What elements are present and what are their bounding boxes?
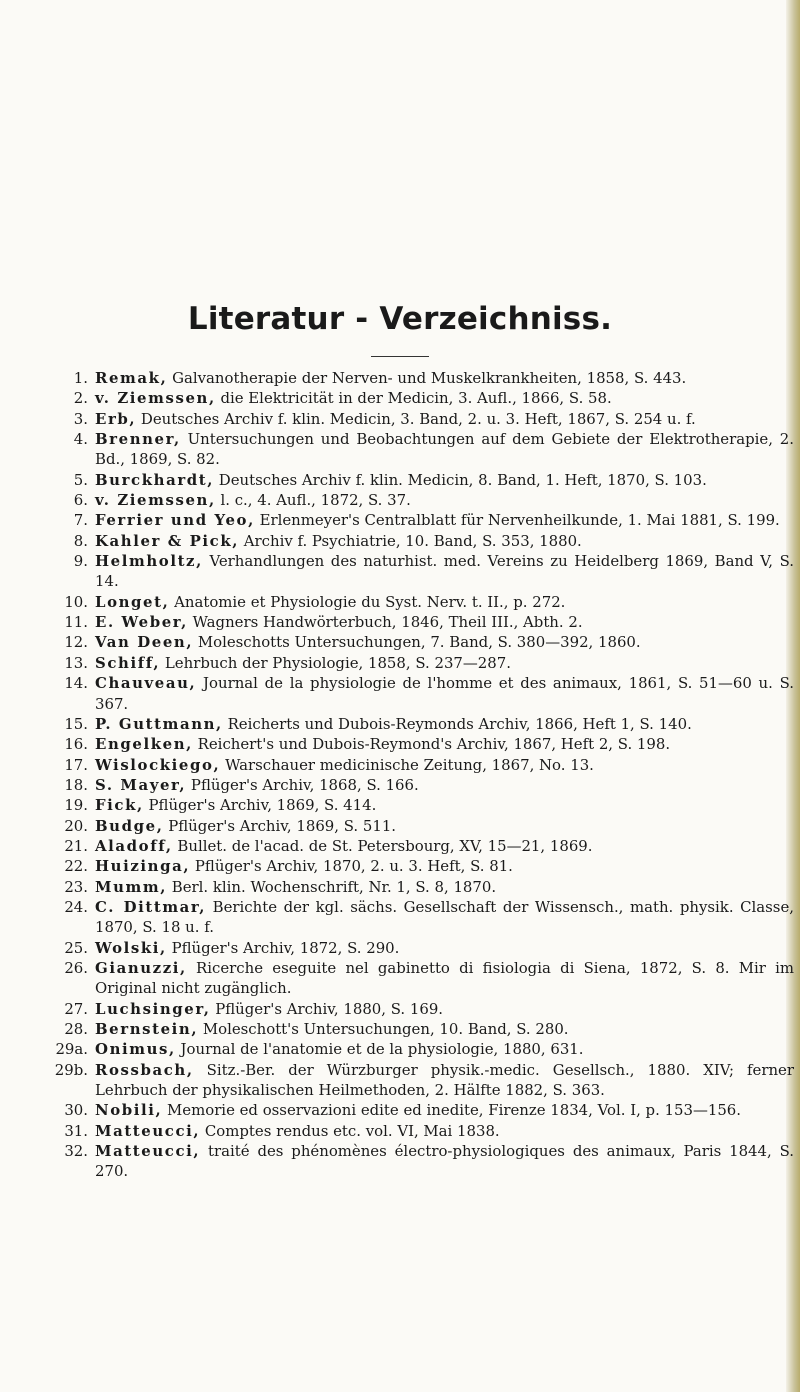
reference-text: traité des phénomènes électro-physiologiques des animaux, Paris 1844, S. 270. — [95, 1142, 794, 1181]
reference-text: Pflüger's Archiv, 1868, S. 166. — [186, 775, 419, 794]
reference-number: 32. — [64, 1142, 88, 1161]
reference-number: 1. — [73, 369, 88, 387]
reference-list — [48, 368, 794, 1182]
reference-author: Engelken, — [95, 735, 193, 754]
reference-author: Gianuzzi, — [95, 958, 187, 977]
reference-body — [95, 1019, 794, 1039]
reference-body — [95, 510, 794, 530]
reference-body — [95, 632, 794, 652]
reference-body — [95, 958, 794, 999]
reference-body — [95, 673, 794, 714]
reference-item — [48, 632, 794, 652]
reference-number: 27. — [64, 999, 88, 1018]
reference-item — [48, 755, 794, 775]
reference-body — [95, 1121, 794, 1141]
reference-author: Erb, — [95, 409, 137, 428]
reference-author: E. Weber, — [95, 613, 188, 632]
reference-text: Lehrbuch der Physiologie, 1858, S. 237—287. — [160, 653, 511, 672]
reference-text: Warschauer medicinische Zeitung, 1867, No. 13. — [220, 755, 594, 774]
reference-author: Budge, — [95, 816, 164, 835]
reference-item — [48, 510, 794, 530]
reference-number: 3. — [73, 409, 88, 428]
reference-text: Archiv f. Psychiatrie, 10. Band, S. 353, 1880. — [239, 531, 582, 550]
reference-body — [95, 592, 794, 612]
reference-body — [95, 734, 794, 754]
reference-author: Fick, — [95, 796, 144, 815]
reference-item — [48, 877, 794, 897]
reference-number: 10. — [64, 592, 88, 611]
reference-author: Matteucci, — [95, 1121, 201, 1140]
reference-body — [95, 877, 794, 897]
reference-item — [48, 938, 794, 958]
reference-item — [48, 612, 794, 632]
reference-author: Bernstein, — [95, 1020, 199, 1038]
reference-text: Verhandlungen des naturhist. med. Vereins zu Heidelberg 1869, Band V, S. 14. — [95, 552, 794, 591]
reference-item — [48, 1060, 794, 1101]
reference-author: Matteucci, — [95, 1142, 201, 1161]
reference-number: 5. — [73, 470, 88, 489]
reference-number: 28. — [64, 1020, 88, 1038]
reference-number: 11. — [64, 613, 88, 632]
reference-text: Pflüger's Archiv, 1880, S. 169. — [210, 999, 444, 1018]
reference-author: C. Dittmar, — [95, 897, 207, 916]
reference-body — [95, 551, 794, 592]
reference-author: Van Deen, — [95, 633, 194, 652]
reference-number: 16. — [64, 735, 88, 754]
reference-body — [95, 1100, 794, 1120]
reference-text: Pflüger's Archiv, 1870, 2. u. 3. Heft, S. 81. — [190, 857, 513, 876]
reference-text: Pflüger's Archiv, 1869, S. 414. — [143, 796, 377, 815]
reference-author: Luchsinger, — [95, 999, 211, 1018]
reference-text: die Elektricität in der Medicin, 3. Aufl., 1866, S. 58. — [215, 389, 612, 408]
reference-item — [48, 734, 794, 754]
reference-text: Berichte der kgl. sächs. Gesellschaft der Wissensch., math. physik. Classe, 1870, S. 18 u. f. — [95, 897, 794, 937]
reference-body — [95, 836, 794, 856]
reference-item — [48, 388, 794, 408]
reference-item — [48, 673, 794, 714]
reference-text: Wagners Handwörterbuch, 1846, Theil III., Abth. 2. — [187, 613, 583, 632]
reference-body — [95, 388, 794, 408]
reference-number: 31. — [64, 1121, 88, 1140]
reference-number: 22. — [64, 857, 88, 876]
reference-body — [95, 999, 794, 1019]
reference-text: Pflüger's Archiv, 1872, S. 290. — [166, 938, 400, 957]
reference-body — [95, 816, 794, 836]
reference-number: 6. — [73, 491, 88, 510]
reference-body — [95, 653, 794, 673]
reference-author: Onimus, — [95, 1040, 176, 1059]
reference-text: Journal de l'anatomie et de la physiologie, 1880, 631. — [175, 1040, 584, 1059]
reference-text: Sitz.-Ber. der Würzburger physik.-medic. Gesellsch., 1880. XIV; ferner Lehrbuch der physikalischen Heilmethoden, 2. Hälfte 1882, S. 363. — [95, 1060, 794, 1100]
reference-author: Helmholtz, — [95, 552, 203, 571]
reference-body — [95, 897, 794, 938]
reference-item — [48, 1100, 794, 1120]
reference-item — [48, 1019, 794, 1039]
reference-number: 26. — [64, 958, 88, 977]
reference-item — [48, 1039, 794, 1059]
reference-item — [48, 816, 794, 836]
reference-item — [48, 429, 794, 470]
reference-item — [48, 653, 794, 673]
reference-body — [95, 429, 794, 470]
reference-text: Pflüger's Archiv, 1869, S. 511. — [163, 816, 397, 835]
reference-author: Ferrier und Yeo, — [95, 511, 255, 530]
reference-body — [95, 856, 794, 876]
reference-item — [48, 1141, 794, 1182]
reference-author: Wolski, — [95, 938, 167, 957]
reference-item — [48, 775, 794, 795]
reference-text: Ricerche eseguite nel gabinetto di fisiologia di Siena, 1872, S. 8. Mir im Original nicht zugänglich. — [95, 958, 794, 998]
reference-body — [95, 612, 794, 632]
reference-author: P. Guttmann, — [95, 714, 223, 733]
reference-body — [95, 938, 794, 958]
reference-item — [48, 897, 794, 938]
reference-number: 12. — [64, 633, 88, 652]
reference-author: Huizinga, — [95, 857, 191, 876]
reference-body — [95, 409, 794, 429]
reference-number: 4. — [73, 430, 88, 449]
reference-item — [48, 836, 794, 856]
reference-author: Mumm, — [95, 877, 168, 896]
reference-author: Chauveau, — [95, 674, 197, 693]
reference-number: 17. — [64, 755, 88, 774]
reference-text: Journal de la physiologie de l'homme et des animaux, 1861, S. 51—60 u. S. 367. — [95, 674, 794, 713]
reference-body — [95, 775, 794, 795]
reference-number: 29a. — [55, 1040, 88, 1059]
reference-author: Schiff, — [95, 653, 161, 672]
reference-author: Burckhardt, — [95, 470, 215, 489]
reference-body — [95, 470, 794, 490]
reference-text: l. c., 4. Aufl., 1872, S. 37. — [215, 491, 411, 510]
reference-item — [48, 714, 794, 734]
reference-author: Wislockiego, — [95, 755, 221, 774]
reference-body — [95, 490, 794, 510]
reference-author: S. Mayer, — [95, 775, 187, 794]
reference-item — [48, 490, 794, 510]
reference-item — [48, 368, 794, 388]
reference-number: 23. — [64, 877, 88, 896]
reference-author: Brenner, — [95, 430, 181, 449]
reference-author: v. Ziemssen, — [95, 389, 216, 408]
reference-body — [95, 755, 794, 775]
reference-number: 2. — [73, 389, 88, 408]
reference-number: 30. — [64, 1101, 88, 1120]
reference-text: Anatomie et Physiologie du Syst. Nerv. t. II., p. 272. — [169, 592, 566, 611]
reference-number: 14. — [64, 674, 88, 693]
reference-number: 18. — [64, 775, 88, 794]
reference-number: 8. — [73, 531, 88, 550]
reference-number: 25. — [64, 938, 88, 957]
reference-item — [48, 999, 794, 1019]
reference-number: 21. — [64, 836, 88, 855]
reference-item — [48, 592, 794, 612]
reference-text: Erlenmeyer's Centralblatt für Nervenheilkunde, 1. Mai 1881, S. 199. — [254, 511, 780, 530]
reference-author: Kahler & Pick, — [95, 531, 240, 550]
reference-body — [95, 368, 794, 388]
reference-number: 7. — [73, 511, 88, 530]
reference-number: 29b. — [54, 1060, 88, 1079]
reference-text: Moleschotts Untersuchungen, 7. Band, S. 380—392, 1860. — [193, 633, 641, 652]
reference-author: Aladoff, — [95, 836, 173, 855]
reference-item — [48, 470, 794, 490]
reference-text: Berl. klin. Wochenschrift, Nr. 1, S. 8, 1870. — [167, 877, 497, 896]
reference-author: Rossbach, — [95, 1060, 194, 1079]
title-divider — [371, 356, 429, 357]
reference-item — [48, 531, 794, 551]
reference-text: Bullet. de l'acad. de St. Petersbourg, XV, 15—21, 1869. — [172, 836, 593, 855]
reference-body — [95, 1060, 794, 1101]
reference-text: Moleschott's Untersuchungen, 10. Band, S. 280. — [198, 1020, 569, 1038]
reference-number: 9. — [73, 552, 88, 571]
reference-item — [48, 795, 794, 815]
reference-text: Deutsches Archiv f. klin. Medicin, 3. Band, 2. u. 3. Heft, 1867, S. 254 u. f. — [136, 409, 696, 428]
reference-item — [48, 958, 794, 999]
reference-body — [95, 795, 794, 815]
reference-author: Remak, — [95, 369, 168, 387]
reference-text: Reicherts und Dubois-Reymonds Archiv, 1866, Heft 1, S. 140. — [222, 714, 692, 733]
reference-number: 19. — [64, 796, 88, 815]
reference-number: 13. — [64, 653, 88, 672]
reference-text: Memorie ed osservazioni edite ed inedite, Firenze 1834, Vol. I, p. 153—156. — [162, 1101, 742, 1120]
page-title: Literatur - Verzeichniss. — [187, 300, 613, 337]
reference-item — [48, 1121, 794, 1141]
reference-text: Untersuchungen und Beobachtungen auf dem Gebiete der Elektrotherapie, 2. Bd., 1869, S. 82. — [95, 430, 794, 469]
reference-body — [95, 1039, 794, 1059]
reference-number: 15. — [64, 714, 88, 733]
reference-body — [95, 714, 794, 734]
reference-author: Nobili, — [95, 1101, 163, 1120]
reference-author: Longet, — [95, 592, 170, 611]
reference-item — [48, 856, 794, 876]
reference-body — [95, 531, 794, 551]
reference-author: v. Ziemssen, — [95, 491, 216, 510]
reference-item — [48, 551, 794, 592]
reference-number: 20. — [64, 816, 88, 835]
reference-text: Comptes rendus etc. vol. VI, Mai 1838. — [200, 1121, 500, 1140]
reference-text: Galvanotherapie der Nerven- und Muskelkrankheiten, 1858, S. 443. — [167, 369, 687, 387]
reference-text: Deutsches Archiv f. klin. Medicin, 8. Band, 1. Heft, 1870, S. 103. — [214, 470, 707, 489]
reference-text: Reichert's und Dubois-Reymond's Archiv, 1867, Heft 2, S. 198. — [192, 735, 671, 754]
reference-item — [48, 409, 794, 429]
reference-body — [95, 1141, 794, 1182]
reference-number: 24. — [64, 897, 88, 916]
